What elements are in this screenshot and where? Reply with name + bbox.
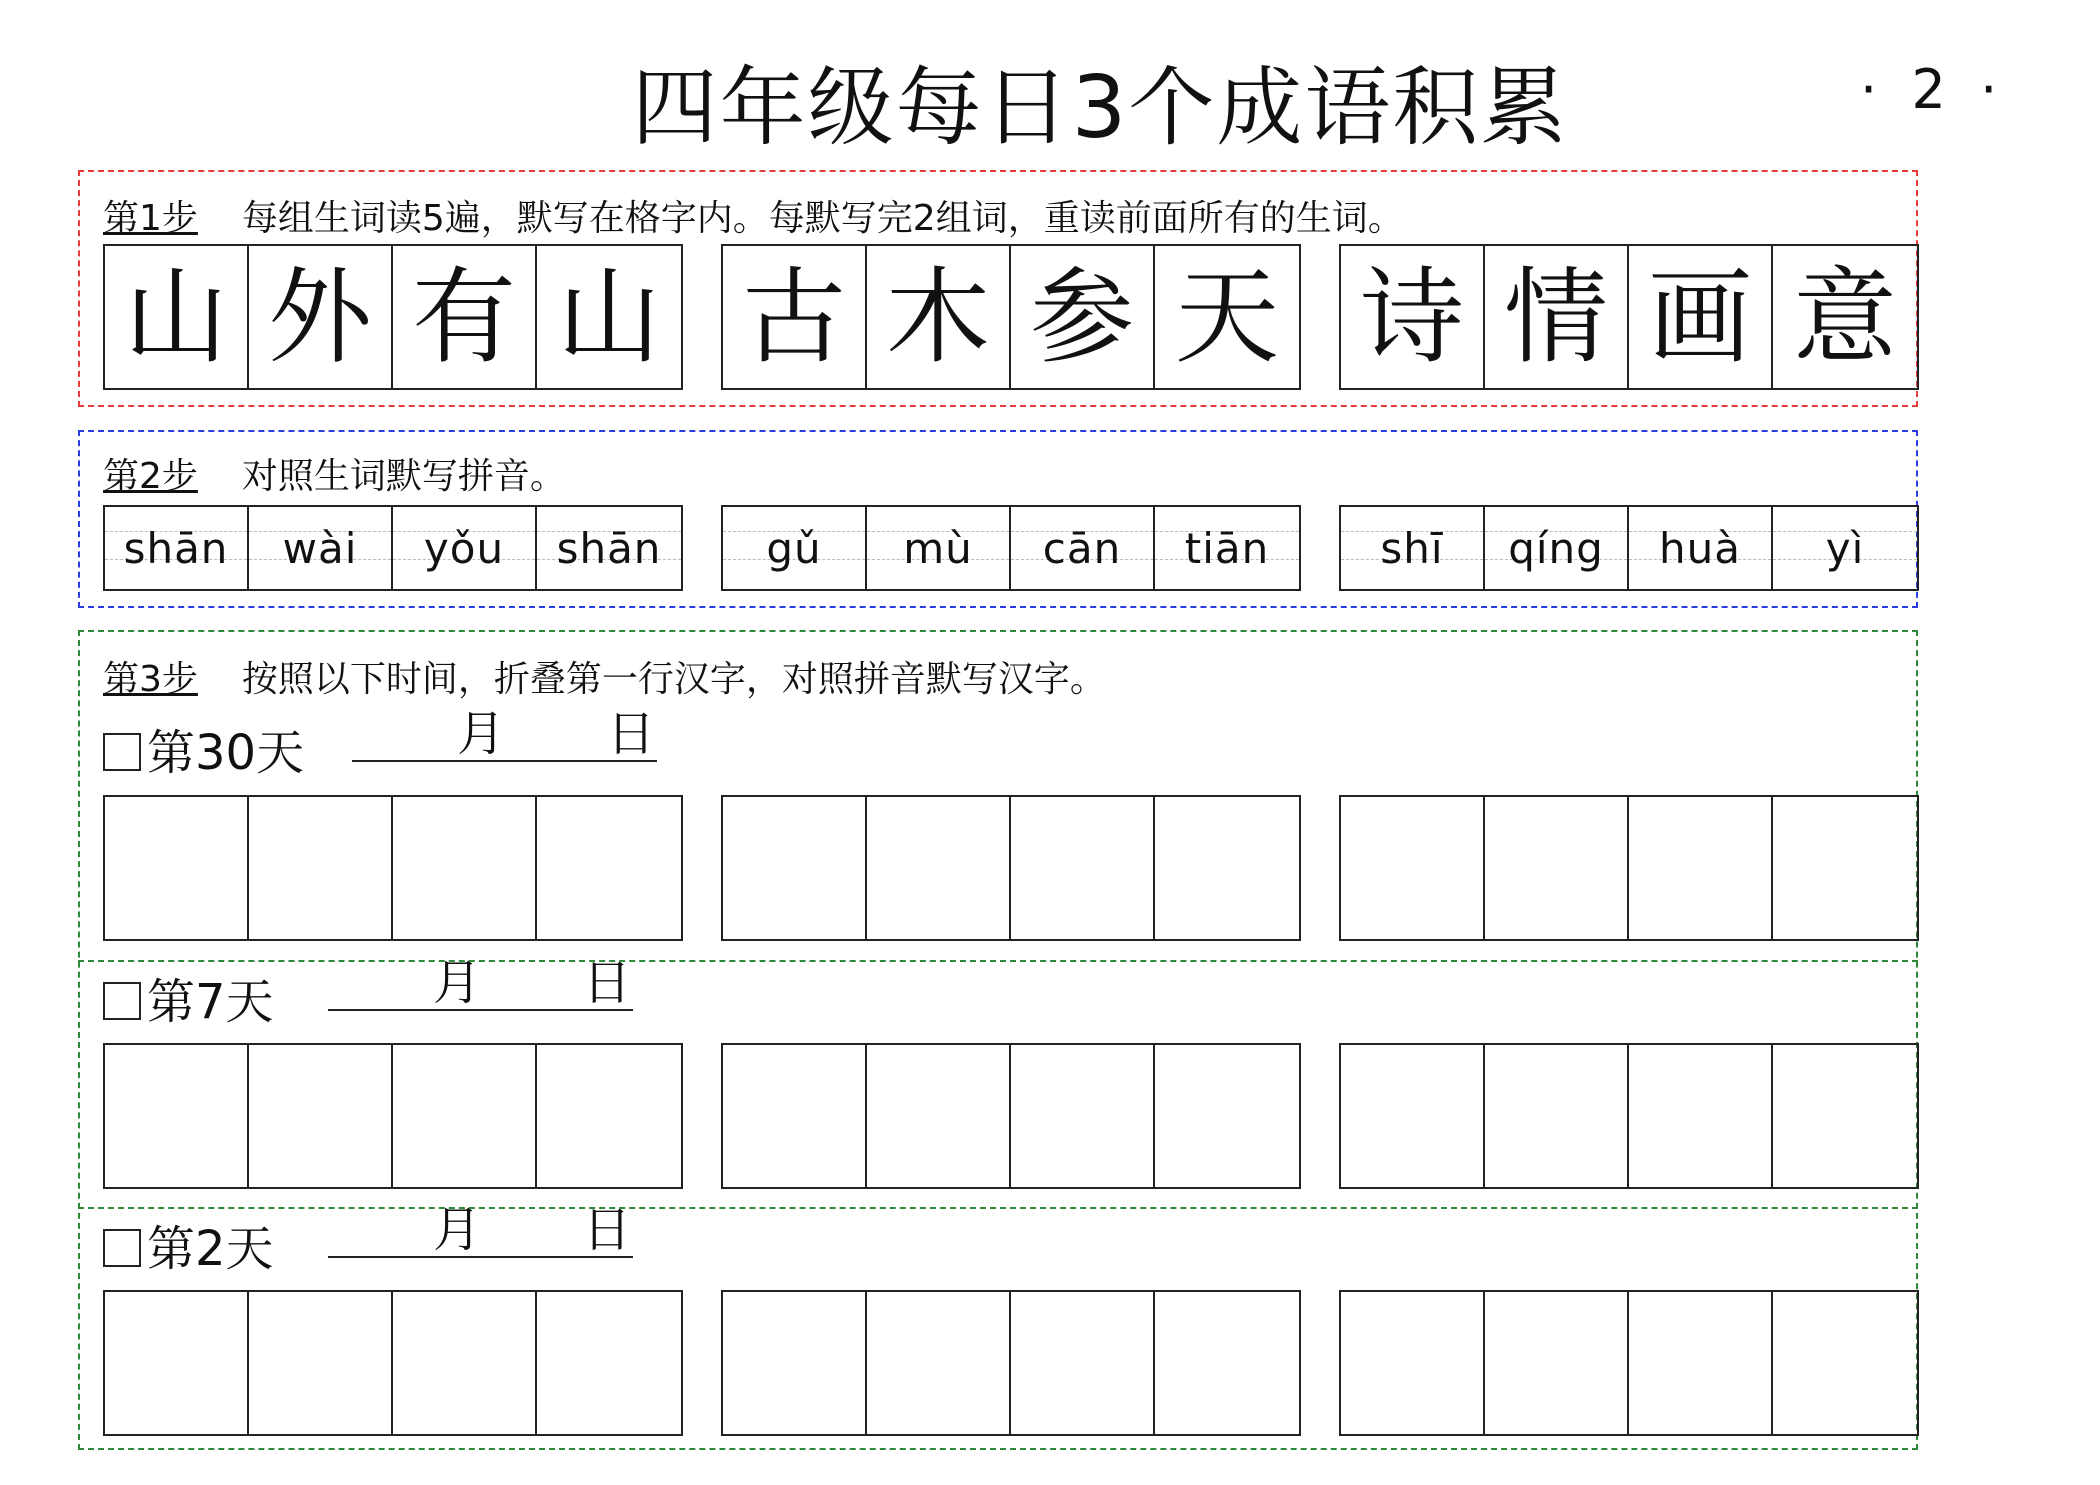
write-group[interactable] [103,1290,683,1436]
write-cell[interactable] [537,797,681,939]
step3-instruction [103,651,1106,702]
hanzi-cell: 外 [249,246,393,388]
write-cell[interactable] [249,1292,393,1434]
write-cell[interactable] [1011,1045,1155,1187]
pinyin-cell: wài [249,507,393,589]
write-group[interactable] [103,1043,683,1189]
write-group[interactable] [721,1290,1301,1436]
date-line[interactable] [328,1202,633,1258]
page-title: 四年级每日3个成语积累 [631,58,1569,158]
pinyin-group-1 [103,505,683,591]
pinyin-cell: cān [1011,507,1155,589]
write-cell[interactable] [1155,797,1299,939]
write-cell[interactable] [723,797,867,939]
step2-instruction [103,448,566,499]
checkbox[interactable] [103,982,141,1020]
page-number: · 2 · [1860,58,1998,121]
step2-section [78,430,1918,608]
day-label: 日 [583,1202,632,1258]
write-group[interactable] [721,1043,1301,1189]
step1-section [78,170,1918,407]
pinyin-group-3 [1339,505,1919,591]
write-group[interactable] [1339,1043,1919,1189]
date-line[interactable] [328,955,633,1011]
hanzi-cell: 参 [1011,246,1155,388]
day-30-label: 第30天 [103,714,304,783]
month-label: 月 [433,955,482,1011]
step3-section [78,630,1918,1450]
day-label: 日 [607,706,656,762]
step2-label: 第2步 [103,456,198,497]
write-cell[interactable] [1773,1292,1917,1434]
write-cell[interactable] [1629,1292,1773,1434]
write-group[interactable] [1339,1290,1919,1436]
write-cell[interactable] [723,1292,867,1434]
write-cell[interactable] [1011,797,1155,939]
write-cell[interactable] [1485,1045,1629,1187]
write-cell[interactable] [393,1045,537,1187]
date-line[interactable] [352,706,657,762]
hanzi-cell: 山 [105,246,249,388]
write-group[interactable] [721,795,1301,941]
write-cell[interactable] [1011,1292,1155,1434]
hanzi-cell: 山 [556,256,661,378]
write-cell[interactable] [249,1045,393,1187]
write-cell[interactable] [105,1045,249,1187]
write-cell[interactable] [1341,797,1485,939]
write-cell[interactable] [1341,1292,1485,1434]
day-label: 日 [583,955,632,1011]
idiom-group-2 [721,244,1301,390]
write-cell[interactable] [249,797,393,939]
write-group[interactable] [103,795,683,941]
write-cell[interactable] [1773,797,1917,939]
hanzi-cell: 画 [1629,246,1773,388]
pinyin-cell: tiān [1155,507,1299,589]
checkbox[interactable] [103,1229,141,1267]
write-cell[interactable] [393,1292,537,1434]
month-label: 月 [457,706,506,762]
write-cell[interactable] [867,797,1011,939]
step1-text: 每组生词读5遍，默写在格字内。每默写完2组词，重读前面所有的生词。 [241,198,1404,239]
checkbox[interactable] [103,733,141,771]
pinyin-cell: shān [105,507,249,589]
write-cell[interactable] [1629,797,1773,939]
section-divider [78,960,1918,962]
section-divider [78,1207,1918,1209]
step3-label: 第3步 [103,659,198,700]
write-cell[interactable] [1485,797,1629,939]
pinyin-cell: qíng [1485,507,1629,589]
pinyin-cell: shān [537,507,681,589]
pinyin-cell: gǔ [723,507,867,589]
write-cell[interactable] [867,1292,1011,1434]
pinyin-cell: huà [1629,507,1773,589]
write-cell[interactable] [1485,1292,1629,1434]
pinyin-cell: yǒu [393,507,537,589]
hanzi-cell: 意 [1792,256,1897,378]
write-cell[interactable] [867,1045,1011,1187]
write-cell[interactable] [105,1292,249,1434]
pinyin-cell: mù [867,507,1011,589]
write-cell[interactable] [105,797,249,939]
hanzi-cell: 木 [867,246,1011,388]
month-label: 月 [433,1202,482,1258]
write-cell[interactable] [723,1045,867,1187]
hanzi-cell: 情 [1485,246,1629,388]
write-cell[interactable] [1155,1045,1299,1187]
step3-text: 按照以下时间，折叠第一行汉字，对照拼音默写汉字。 [241,659,1106,700]
hanzi-cell: 天 [1174,256,1279,378]
day-7-label: 第7天 [103,963,274,1032]
idiom-group-3 [1339,244,1919,390]
step1-label: 第1步 [103,198,198,239]
write-cell[interactable] [537,1045,681,1187]
write-cell[interactable] [537,1292,681,1434]
write-cell[interactable] [393,797,537,939]
pinyin-cell: yì [1773,507,1917,589]
write-cell[interactable] [1773,1045,1917,1187]
step1-instruction [103,190,1404,241]
write-cell[interactable] [1629,1045,1773,1187]
write-group[interactable] [1339,795,1919,941]
idiom-group-1 [103,244,683,390]
hanzi-cell: 有 [393,246,537,388]
pinyin-group-2 [721,505,1301,591]
step2-text: 对照生词默写拼音。 [241,456,566,497]
hanzi-cell: 诗 [1341,246,1485,388]
day-2-label: 第2天 [103,1210,274,1279]
hanzi-cell: 古 [723,246,867,388]
pinyin-cell: shī [1341,507,1485,589]
write-cell[interactable] [1155,1292,1299,1434]
write-cell[interactable] [1341,1045,1485,1187]
